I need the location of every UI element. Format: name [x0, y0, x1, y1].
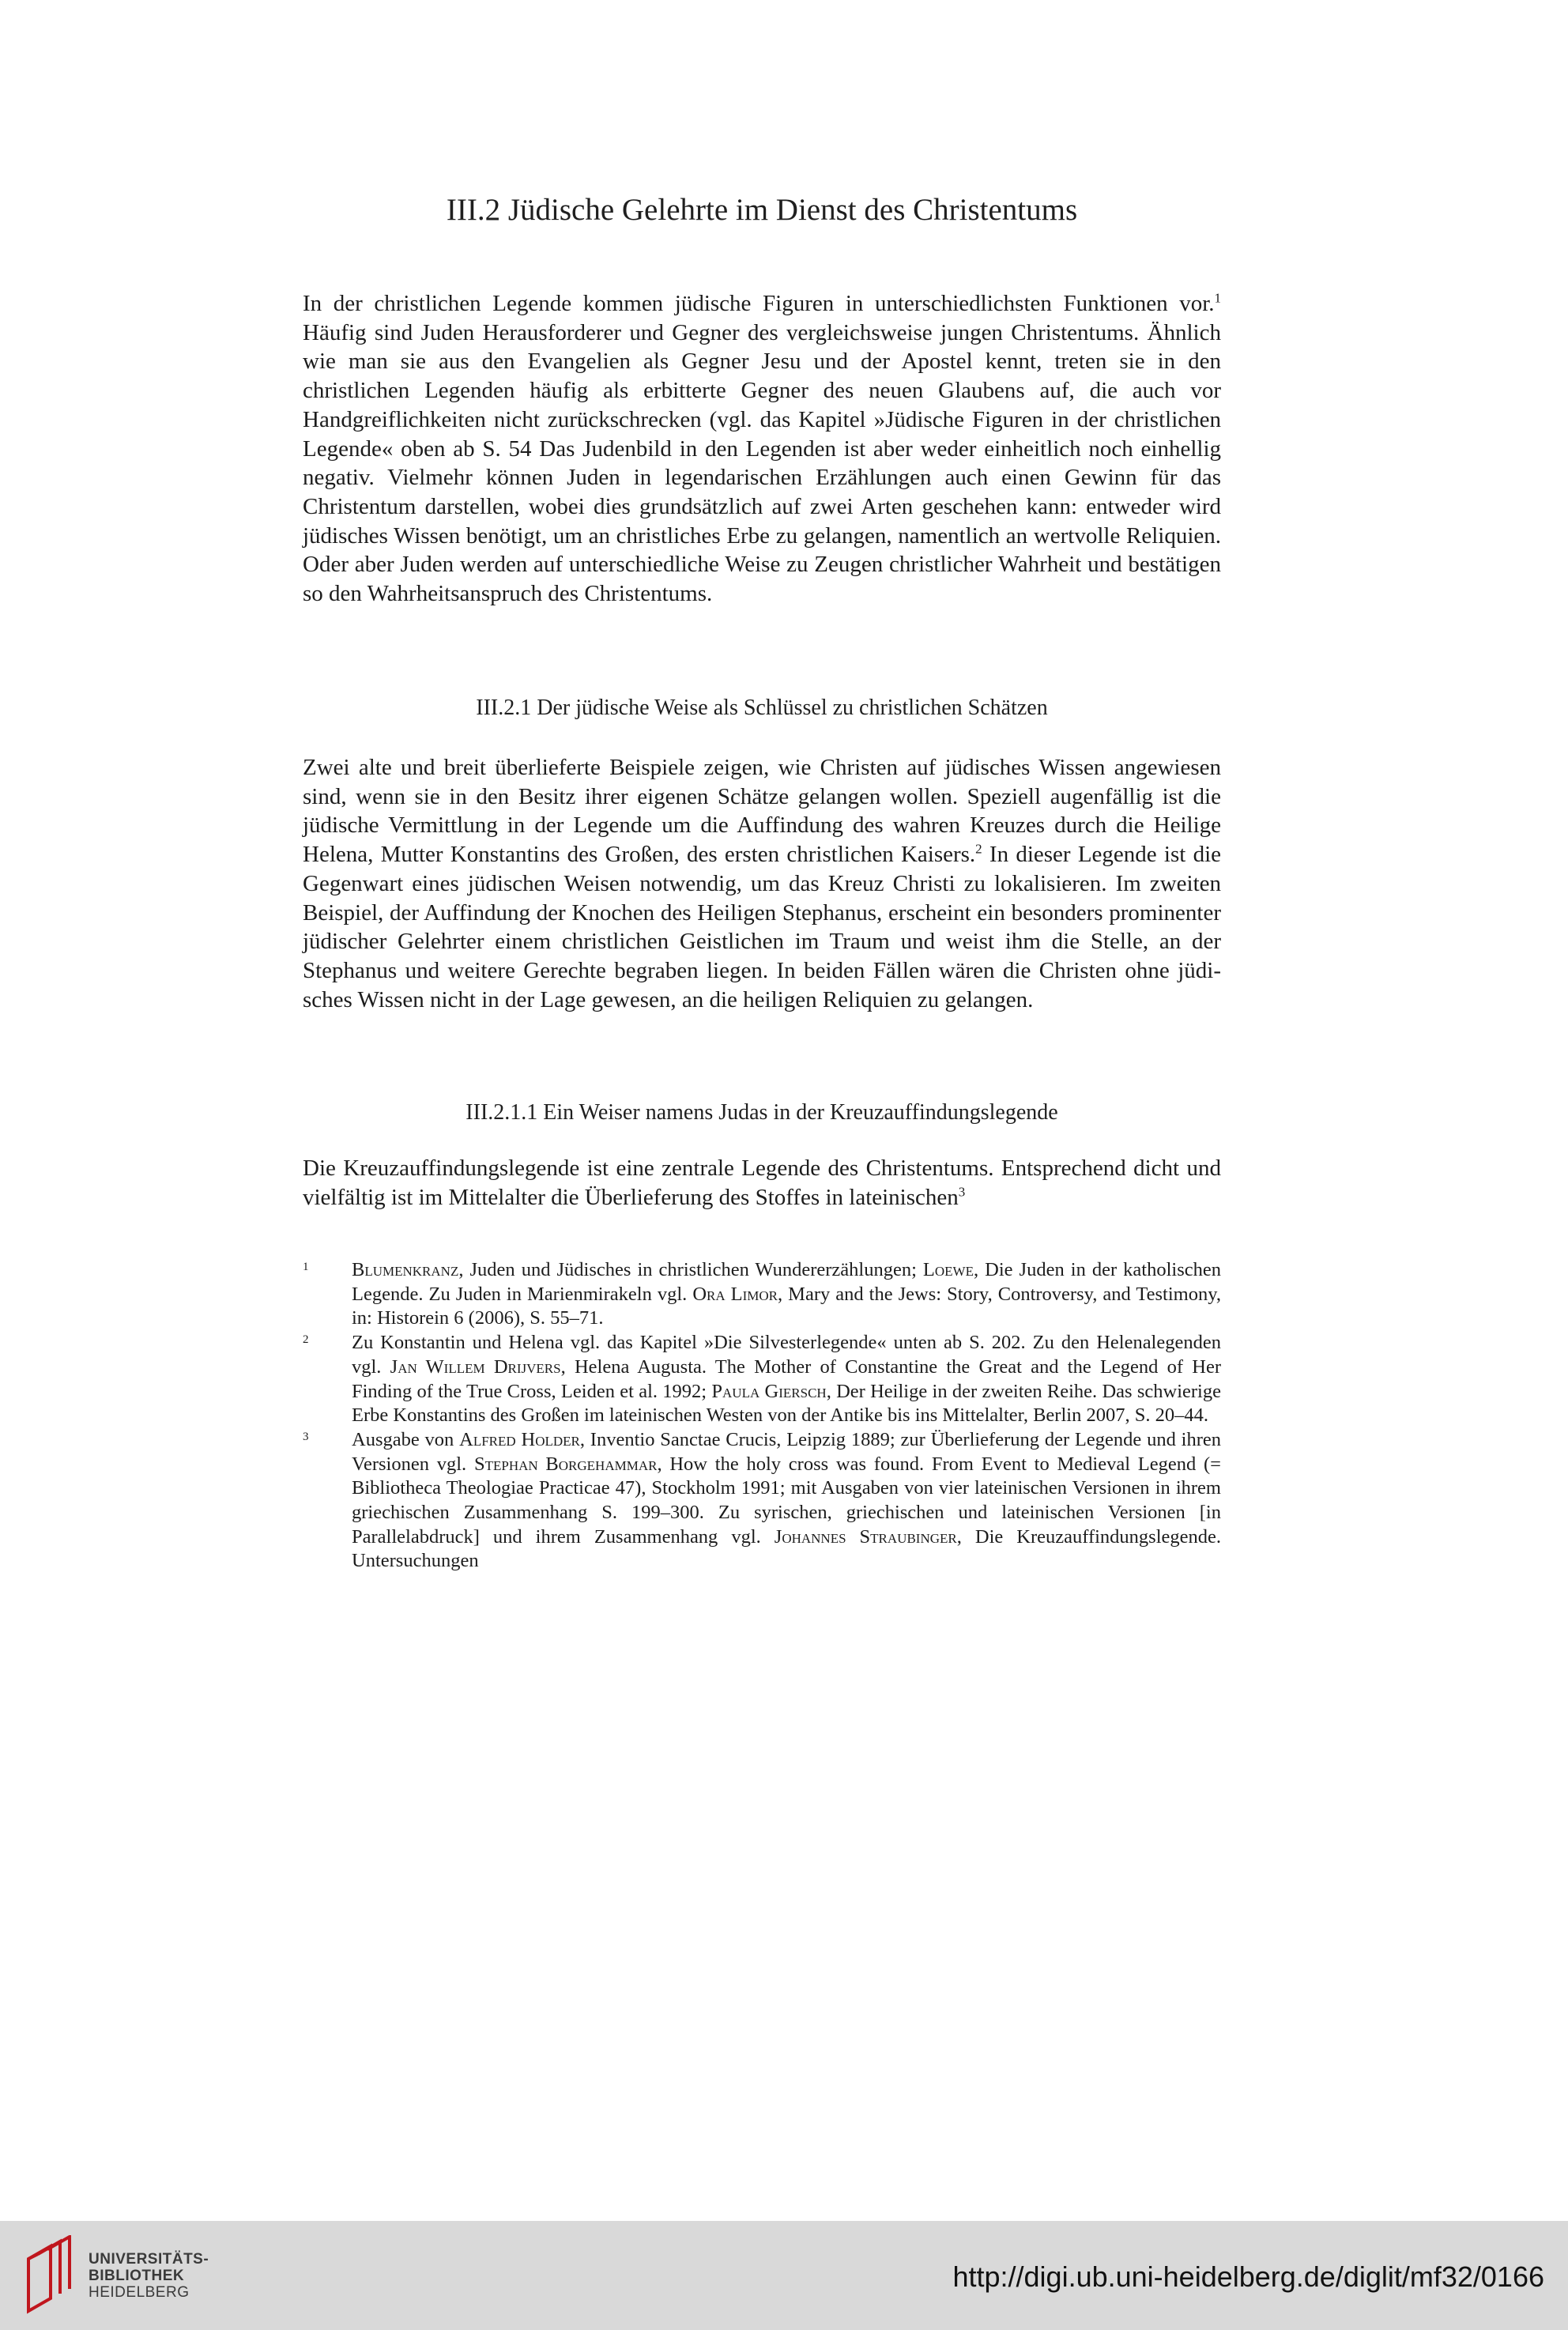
- section1-paragraph: [303, 753, 1221, 1014]
- section1-text-2: In dieser Legende ist die Gegenwart eines jüdischen Weisen notwendig, um das Kreuz Christi zu lokalisieren. Im zweiten Beispiel, der Auffindung der Knochen des Heiligen Stephanus, erscheint ein besonders prominenter jüdischer Gelehrter einem christlichen Geistlichen im Traum und weist ihm die Stelle, an der Stephanus und weitere Gerechte begraben liegen. In beiden Fällen wären die Christen ohne jüdisches Wissen nicht in der Lage gewesen, an die heiligen Reliquien zu gelangen.: [303, 842, 1221, 1012]
- permalink-url[interactable]: http://digi.ub.uni-heidelberg.de/diglit/mf32/0166: [952, 2260, 1544, 2293]
- footnote-3: [303, 1428, 1221, 1574]
- chapter-title: III.2 Jüdische Gelehrte im Dienst des Christentums: [446, 193, 1078, 227]
- footnote-author-name: Blumenkranz: [352, 1259, 459, 1280]
- footnote-number: 1: [303, 1261, 309, 1273]
- library-footer: [0, 2221, 1568, 2330]
- footnote-number: 2: [303, 1333, 309, 1347]
- section2-text-1: Die Kreuzauffindungslegende ist eine zentrale Legende des Christentums. Entsprechend dicht und vielfältig ist im Mittelalter die Überlieferung des Stoffes in lateinischen: [303, 1156, 1221, 1210]
- footnote-text: , Inventio Sanctae Crucis, Leipzig 1889; zur Überlieferung der Legende und ihren Versionen vgl.: [352, 1428, 1222, 1475]
- footnote-author-name: Loewe: [922, 1259, 974, 1280]
- footnote-author-name: Paula Giersch: [711, 1380, 827, 1402]
- section2-paragraph: [303, 1154, 1221, 1212]
- intro-paragraph: [303, 289, 1221, 609]
- section-heading-2: III.2.1.1 Ein Weiser namens Judas in der Kreuzauffindungslegende: [466, 1100, 1058, 1125]
- library-name-line-1: UNIVERSITÄTS-: [89, 2251, 209, 2268]
- footnote-ref-1[interactable]: 1: [1214, 290, 1221, 306]
- section1-paragraph-block: [303, 753, 1221, 1014]
- footnote-text: Ausgabe von: [352, 1428, 460, 1450]
- library-name-line-2: BIBLIOTHEK: [89, 2268, 185, 2284]
- intro-text-2: Häufig sind Juden Herausforderer und Gegner des vergleichsweise jungen Christentums. Ähnlich wie man sie aus den Evangelien als Gegner Jesu und der Apostel kennt, treten sie in den christlichen Legenden häufig als erbitterte Gegner des neuen Glaubens auf, die auch vor Handgreiflichkeiten nicht zurückschrecken (vgl. das Kapitel »Jüdische Figuren in der christlichen Legende« oben ab S. 54 Das Judenbild in den Legenden ist aber weder einheitlich noch einhellig negativ. Vielmehr können Juden in legendarischen Erzählungen auch einen Gewinn für das Christentum darstellen, wobei dies grundsätzlich auf zwei Arten geschehen kann: entweder wird jüdisches Wissen benötigt, um an christliches Erbe zu gelangen, namentlich an wertvolle Reliquien. Oder aber Juden werden auf unterschiedliche Weise zu Zeugen christlicher Wahrheit und bestätigen so den Wahrheitsanspruch des Christentums.: [303, 319, 1221, 607]
- section-heading-1: III.2.1 Der jüdische Weise als Schlüssel zu christlichen Schätzen: [476, 696, 1048, 720]
- footnote-text: , Juden und Jüdisches in christlichen Wundererzählungen;: [458, 1259, 923, 1280]
- footnote-text: , Mary and the Jews: Story, Controversy, and Testimony, in: Historein 6 (2006), S. 55–71.: [352, 1283, 1221, 1329]
- footnote-1: [303, 1258, 1221, 1331]
- library-logo-icon[interactable]: [22, 2235, 79, 2314]
- footnote-author-name: Ora Limor: [692, 1283, 778, 1305]
- intro-paragraph-block: [303, 289, 1221, 609]
- footnote-author-name: Jan Willem Drijvers: [390, 1355, 561, 1378]
- footnote-text: , Helena Augusta. The Mother of Constantine the Great and the Legend of Her Finding of the True Cross, Leiden et al. 1992;: [352, 1355, 1222, 1402]
- library-name-line-3: HEIDELBERG: [89, 2284, 190, 2301]
- footnote-text: , Der Heilige in der zweiten Reihe. Das schwierige Erbe Konstantins des Großen im lateinischen Westen von der Antike bis ins Mittelalter, Berlin 2007, S. 20–44.: [352, 1380, 1221, 1427]
- footnote-author-name: Alfred Holder: [459, 1428, 580, 1450]
- section1-text-1: Zwei alte und breit überlieferte Beispiele zeigen, wie Christen auf jüdisches Wissen angewiesen sind, wenn sie in den Besitz ihrer eigenen Schätze gelangen wollen. Speziell augenfällig ist die jüdische Vermittlung in der Legende um die Auffindung des wahren Kreuzes durch die Heilige Helena, Mutter Konstantins des Großen, des ersten christlichen Kaisers.: [303, 755, 1221, 868]
- footnote-ref-3[interactable]: 3: [958, 1184, 966, 1200]
- section2-paragraph-block: [303, 1154, 1221, 1212]
- footnote-text: , How the holy cross was found. From Event to Medieval Legend (= Bibliotheca Theologiae Practicae 47), Stockholm 1991; mit Ausgaben von vier lateinischen Versionen in ihrem griechischen Zusammenhang S. 199–300. Zu syrischen, griechischen und lateinischen Versionen [in Parallelabdruck] und ihrem Zusammenhang vgl.: [352, 1453, 1221, 1548]
- footnote-author-name: Johannes Straubinger: [774, 1525, 957, 1548]
- footnote-2: [303, 1331, 1221, 1428]
- footnote-author-name: Stephan Borgehammar: [473, 1453, 658, 1475]
- footnote-text: Zu Konstantin und Helena vgl. das Kapitel »Die Silvesterlegende« unten ab S. 202. Zu den Helenalegenden vgl.: [352, 1332, 1221, 1378]
- footnote-text: , Die Juden in der katholischen Legende. Zu Juden in Marienmirakeln vgl.: [352, 1259, 1222, 1305]
- footnotes: [303, 1258, 1221, 1574]
- footnote-number: 3: [303, 1430, 309, 1443]
- footnote-text: , Die Kreuzauffindungslegende. Untersuchungen: [352, 1525, 1222, 1572]
- library-name: [89, 2251, 209, 2301]
- footnote-ref-2[interactable]: 2: [975, 841, 982, 857]
- intro-text-1: In der christlichen Legende kommen jüdische Figuren in unterschiedlichsten Funktionen vor.: [303, 291, 1215, 316]
